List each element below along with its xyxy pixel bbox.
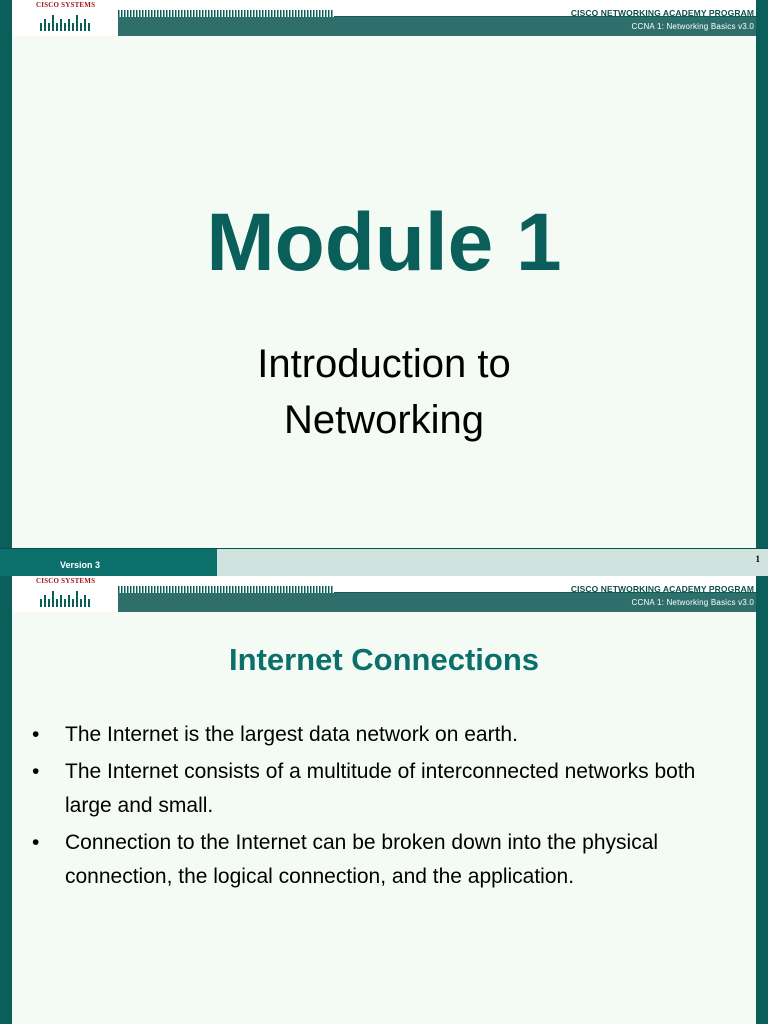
cisco-logo [36,1,94,33]
bullet-text: Connection to the Internet can be broken down into the physical connection, the logical connection, and the application. [65,831,659,888]
list-item [32,718,742,752]
bullet-list [32,718,742,897]
decorative-dots-band [118,586,334,593]
bullet-icon: • [32,831,40,854]
slide-footer [0,548,768,576]
bullet-text: The Internet is the largest data network on earth. [65,723,518,746]
page-number: 1 [755,554,760,564]
list-item [32,826,742,894]
bullet-icon: • [32,723,40,746]
slide-title: Internet Connections [228,642,539,677]
module-title: Module 1 [206,197,562,288]
program-title: CISCO NETWORKING ACADEMY PROGRAM [570,8,754,18]
cisco-logo-text: CISCO SYSTEMS [36,577,96,585]
bullet-icon: • [32,760,40,783]
module-subtitle [0,336,768,448]
cisco-bridge-icon [38,13,92,31]
subtitle-line: Networking [283,398,485,442]
subtitle-line: Introduction to [257,342,511,386]
slide-2 [0,576,768,1024]
course-title: CCNA 1: Networking Basics v3.0 [631,22,754,31]
bullet-text: The Internet consists of a multitude of interconnected networks both large and small. [65,760,696,817]
version-label: Version 3 [60,560,101,570]
footer-teal-block [0,548,217,576]
program-title: CISCO NETWORKING ACADEMY PROGRAM [570,584,754,594]
cisco-logo [36,577,94,609]
course-title: CCNA 1: Networking Basics v3.0 [631,598,754,607]
decorative-dots-band [118,10,334,17]
cisco-bridge-icon [38,589,92,607]
footer-light-block [217,548,768,576]
footer-rule [0,548,768,549]
cisco-logo-text: CISCO SYSTEMS [36,1,96,9]
list-item [32,755,742,823]
